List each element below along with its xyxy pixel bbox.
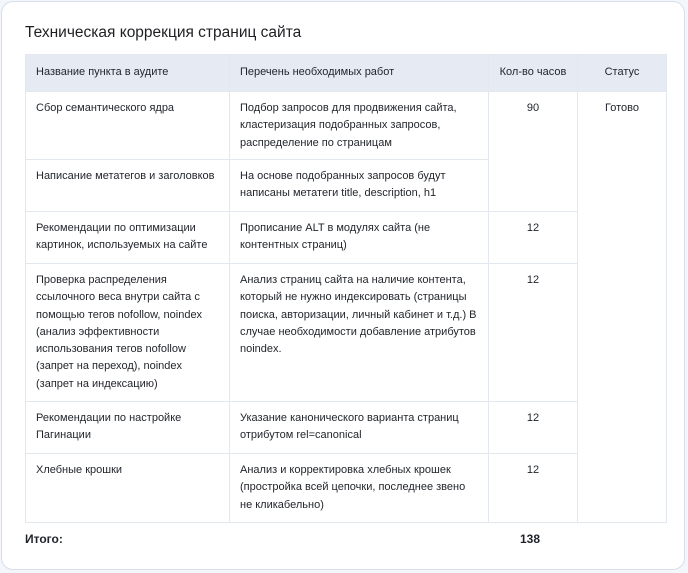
cell-status: Готово [578, 92, 667, 523]
header-status: Статус [578, 55, 667, 92]
table-row [26, 402, 667, 454]
page-title: Техническая коррекция страниц сайта [25, 24, 302, 41]
cell-work: Анализ и корректировка хлебных крошек (простройка всей цепочки, последнее звено не кликабельно) [230, 454, 489, 523]
cell-item: Сбор семантического ядра [26, 92, 230, 160]
cell-hours: 12 [489, 402, 578, 454]
cell-work: Подбор запросов для продвижения сайта, кластеризация подобранных запросов, распределение по страницам [230, 92, 489, 160]
cell-item: Хлебные крошки [26, 454, 230, 523]
cell-hours: 12 [489, 264, 578, 402]
table-row [26, 264, 667, 402]
cell-hours: 12 [489, 454, 578, 523]
cell-work: Указание канонического варианта страниц отрибутом rel=canonical [230, 402, 489, 454]
header-item: Название пункта в аудите [26, 55, 230, 92]
cell-item: Рекомендации по настройке Пагинации [26, 402, 230, 454]
table-row [26, 92, 667, 160]
table-header [26, 55, 667, 92]
header-hours: Кол-во часов [489, 55, 578, 92]
header-work: Перечень необходимых работ [230, 55, 489, 92]
total-value: 138 [520, 532, 541, 546]
audit-table [25, 54, 667, 523]
card [1, 1, 685, 570]
cell-work: Прописание ALT в модулях сайта (не контентных страниц) [230, 212, 489, 264]
cell-item: Рекомендации по оптимизации картинок, используемых на сайте [26, 212, 230, 264]
cell-hours: 12 [489, 212, 578, 264]
cell-work: На основе подобранных запросов будут написаны метатеги title, description, h1 [230, 160, 489, 212]
cell-work: Анализ страниц сайта на наличие контента, который не нужно индексировать (страницы поиска, авторизации, личный кабинет и т.д.) В случае необходимости добавление атрибутов noindex. [230, 264, 489, 402]
cell-hours: 90 [489, 92, 578, 212]
table-row [26, 212, 667, 264]
total-label: Итого: [25, 532, 63, 546]
cell-item: Написание метатегов и заголовков [26, 160, 230, 212]
cell-item: Проверка распределения ссылочного веса внутри сайта с помощью тегов nofollow, noindex (анализ эффективности использования тегов nofollow (запрет на переход), noindex (запрет на индексацию) [26, 264, 230, 402]
table-row [26, 454, 667, 523]
